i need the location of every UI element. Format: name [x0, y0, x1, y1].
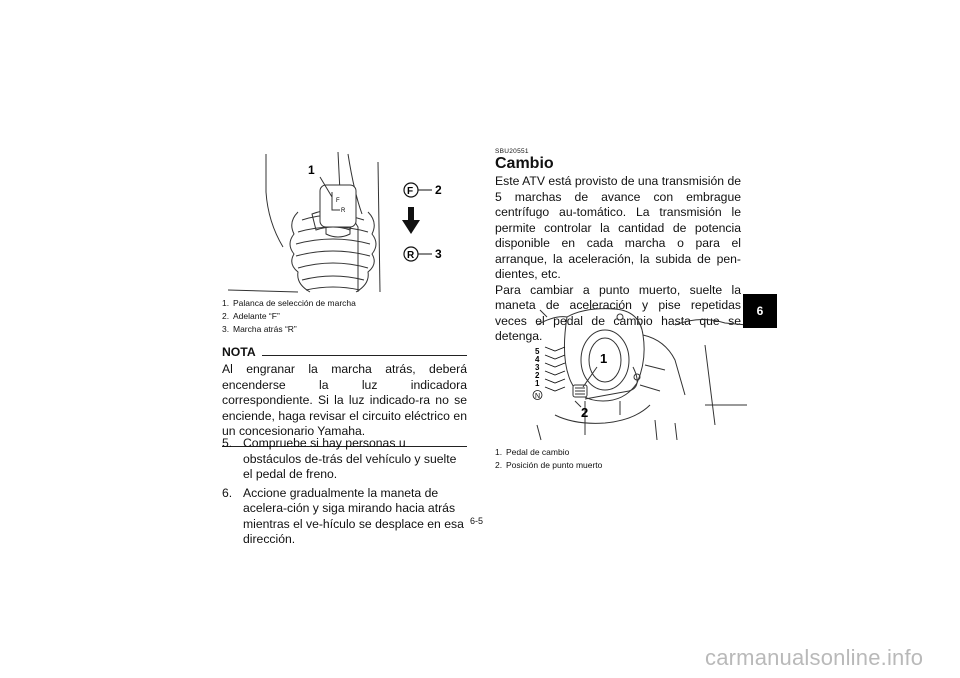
page-number: 6-5: [470, 516, 484, 526]
caption-item: 1. Palanca de selección de marcha: [222, 298, 356, 308]
caption-item: 3. Marcha atrás “R”: [222, 324, 297, 334]
nota-block: [222, 345, 467, 447]
nota-heading: NOTA: [222, 345, 467, 359]
gear-label-neutral: N: [535, 393, 541, 400]
list-item: 5. Compruebe si hay personas u obstáculos de-trás del vehículo y suelte el pedal de freno.: [222, 436, 457, 481]
shift-pedal-illustration: [525, 305, 747, 445]
gear-arrows-icon: [545, 347, 565, 391]
gear-label: 2: [535, 371, 540, 380]
gear-label: 3: [535, 363, 540, 372]
section-title: Cambio: [495, 155, 554, 172]
section-paragraph-2: Para cambiar a punto muerto, suelte la maneta de aceleración y pise repetidas veces el pedal de cambio hasta que se detenga.: [495, 282, 741, 343]
fig1-caption: [222, 297, 472, 336]
fig2-caption: [495, 446, 745, 472]
steps-list: [222, 436, 467, 548]
list-item: 6. Accione gradualmente la maneta de acelera-ción y siga mirando hacia atrás mientras el ve-hículo se desplace en esa dirección.: [222, 485, 464, 546]
caption-item: 1. Pedal de cambio: [495, 447, 570, 457]
gear-selector-illustration: [228, 152, 468, 297]
knob-letter-r: R: [341, 208, 346, 214]
forward-letter: F: [407, 186, 414, 197]
gear-label: 4: [535, 355, 540, 364]
knob-letter-f: F: [336, 198, 340, 204]
caption-item: 2. Posición de punto muerto: [495, 460, 603, 470]
fig2-callout-1: 1: [600, 351, 608, 366]
arrow-down-icon: [402, 207, 420, 234]
fig2-callout-2: 2: [581, 405, 589, 420]
figure-shift-pedal: [525, 305, 747, 445]
gear-label: 5: [535, 347, 540, 356]
section-paragraph-1: Este ATV está provisto de una transmisión de 5 marchas de avance con embrague centrífugo au-tomático. La transmisión le permite controlar la cantidad de potencia disponible en cada marcha o para el arranque, la aceleración, la subida de pen-dientes, etc.: [495, 174, 741, 281]
nota-text: Al engranar la marcha atrás, deberá encenderse la luz indicadora correspondiente. Si la luz indicado-ra no se enciende, haga revisar el circuito eléctrico en un concesionario Yamaha.: [222, 362, 467, 438]
chapter-tab: 6: [743, 294, 777, 328]
reverse-letter: R: [407, 250, 415, 261]
gear-label: 1: [535, 379, 540, 388]
figure-gear-selector: [228, 152, 468, 297]
watermark: carmanualsonline.info: [705, 645, 924, 670]
section-id: SBU20551: [495, 148, 529, 155]
fig1-callout-1: 1: [308, 163, 315, 177]
fig1-callout-2: 2: [435, 183, 442, 197]
fig1-callout-3: 3: [435, 247, 442, 261]
caption-item: 2. Adelante “F”: [222, 311, 280, 321]
